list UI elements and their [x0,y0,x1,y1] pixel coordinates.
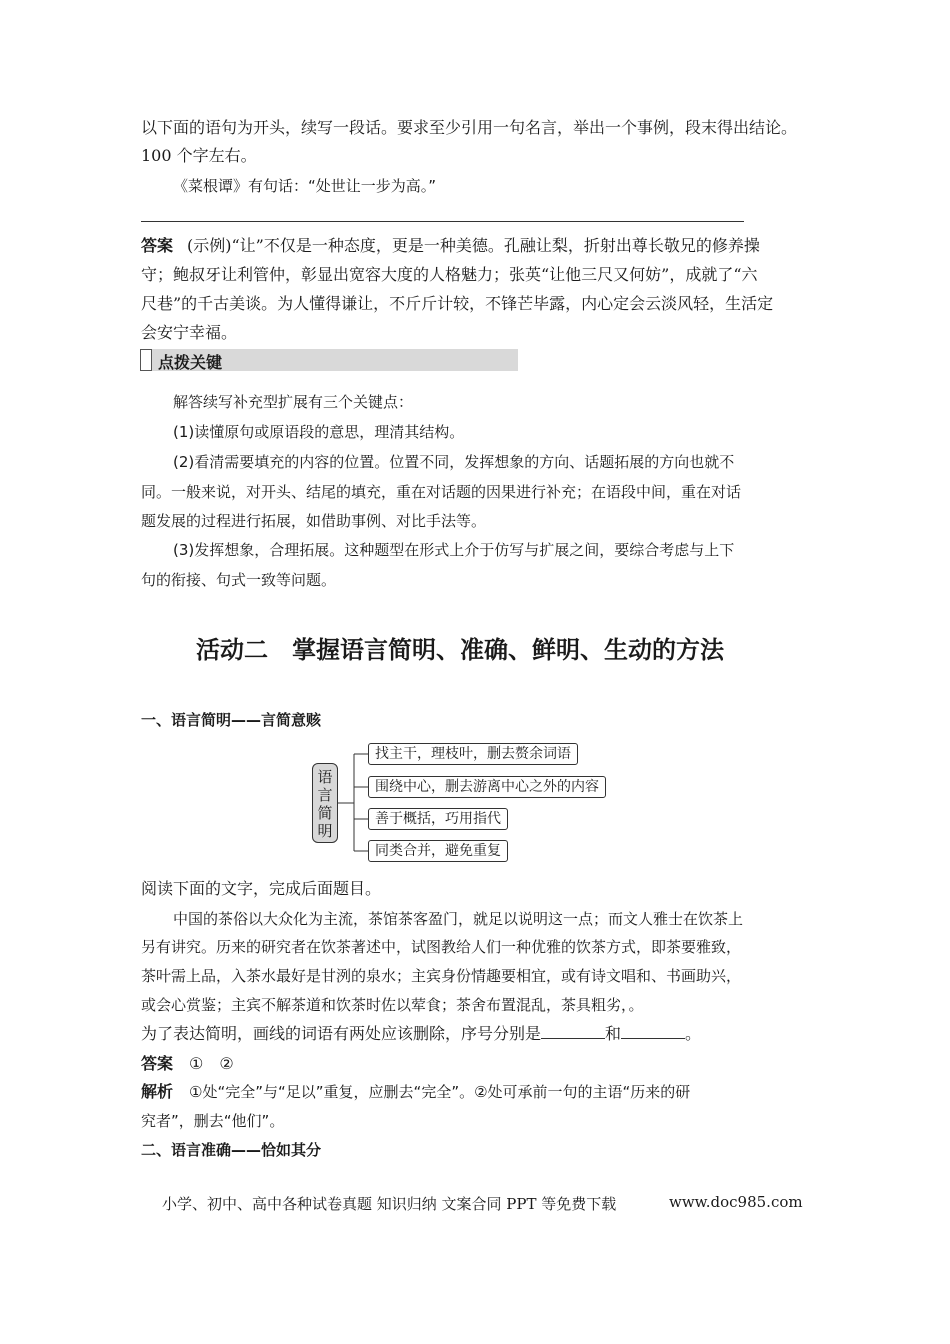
answer-paragraph-line-2: 守；鲍叔牙让利管仲，彰显出宽容大度的人格魅力；张英“让他三尺又何妨”，成就了“六 [141,265,758,284]
question-connector: 和 [605,1024,622,1043]
activity-heading: 活动二 掌握语言简明、准确、鲜明、生动的方法 [196,636,724,664]
question-end: 。 [685,1024,702,1043]
key-point-2-line-3: 题发展的过程进行拓展，如借助事例、对比手法等。 [141,512,487,530]
footer-website-link[interactable]: www.doc985.com [669,1193,803,1211]
key-point-2-line-2: 同。一般来说，对开头、结尾的填充，重在对话题的因果进行补充；在语段中间，重在对话 [141,483,742,501]
passage-line-4: 或会心赏鉴；主宾不解茶道和饮茶时佐以荤食；茶舍布置混乱，茶具粗劣，。 [141,996,644,1014]
footer-promo-text: 小学、初中、高中各种试卷真题 知识归纳 文案合同 PPT 等免费下载 [162,1195,617,1213]
answer-2-line [141,1054,234,1074]
prompt-line-2: 100 个字左右。 [141,146,257,165]
answer-text: (示例)“让”不仅是一种态度，更是一种美德。孔融让梨，折射出尊长敬兄的修养操 [187,236,760,255]
answer-2-value: ① ② [189,1054,234,1073]
mindmap-node: 围绕中心，删去游离中心之外的内容 [368,776,606,798]
mindmap-node: 同类合并，避免重复 [368,840,508,862]
section-2-heading: 二、语言准确——恰如其分 [141,1141,322,1159]
mindmap-root-char: 明 [317,822,333,840]
key-point-2-line-1: (2)看清需要填充的内容的位置。位置不同，发挥想象的方向、话题拓展的方向也就不 [173,453,735,471]
answer-paragraph-line-3: 尺巷”的千古美谈。为人懂得谦让，不斤斤计较，不锋芒毕露，内心定会云淡风轻，生活定 [141,294,774,313]
mindmap-root-char: 简 [317,804,333,822]
answer-blank-1[interactable] [541,1024,605,1039]
key-points-intro: 解答续写补充型扩展有三个关键点： [173,393,414,411]
answer-paragraph-line-4: 会安宁幸福。 [141,323,238,342]
key-point-1: (1)读懂原句或原语段的意思，理清其结构。 [173,423,465,441]
answer-blank-2[interactable] [621,1024,685,1039]
key-point-3-line-1: (3)发挥想象，合理拓展。这种题型在形式上介于仿写与扩展之间，要综合考虑与上下 [173,541,735,559]
analysis-label: 解析 [141,1082,174,1101]
quote-line: 《菜根谭》有句话：“处世让一步为高。” [173,177,437,195]
passage-line-2: 另有讲究。历来的研究者在饮茶著述中，试图教给人们一种优雅的饮茶方式，即茶要雅致， [141,938,742,956]
exercise-instruction: 阅读下面的文字，完成后面题目。 [141,879,382,898]
prompt-line-1: 以下面的语句为开头，续写一段话。要求至少引用一句名言，举出一个事例，段末得出结论。 [141,118,798,137]
mindmap-node: 找主干，理枝叶，删去赘余词语 [368,743,578,765]
question-line [141,1024,701,1044]
analysis-line-2: 究者”，删去“他们”。 [141,1112,285,1130]
section-1-heading: 一、语言简明——言简意赅 [141,711,322,729]
question-text: 为了表达简明，画线的词语有两处应该删除，序号分别是 [141,1024,542,1043]
key-points-title: 点拨关键 [158,353,223,372]
analysis-text: ①处“完全”与“足以”重复，应删去“完全”。②处可承前一句的主语“历来的研 [189,1083,691,1101]
mindmap-node: 善于概括，巧用指代 [368,808,508,830]
passage-line-3: 茶叶需上品，入茶水最好是甘洌的泉水；主宾身份情趣要相宜，或有诗文唱和、书画助兴， [141,967,742,985]
mindmap-root-char: 语 [317,768,333,786]
passage-line-1: 中国的茶俗以大众化为主流，茶馆茶客盈门，就足以说明这一点；而文人雅士在饮茶上 [173,910,744,928]
analysis-line-1 [141,1082,690,1102]
mindmap-root-char: 言 [317,786,333,804]
answer-label: 答案 [141,236,174,255]
mindmap-root [312,763,338,843]
answer-2-label: 答案 [141,1054,174,1073]
key-point-3-line-2: 句的衔接、句式一致等问题。 [141,571,337,589]
